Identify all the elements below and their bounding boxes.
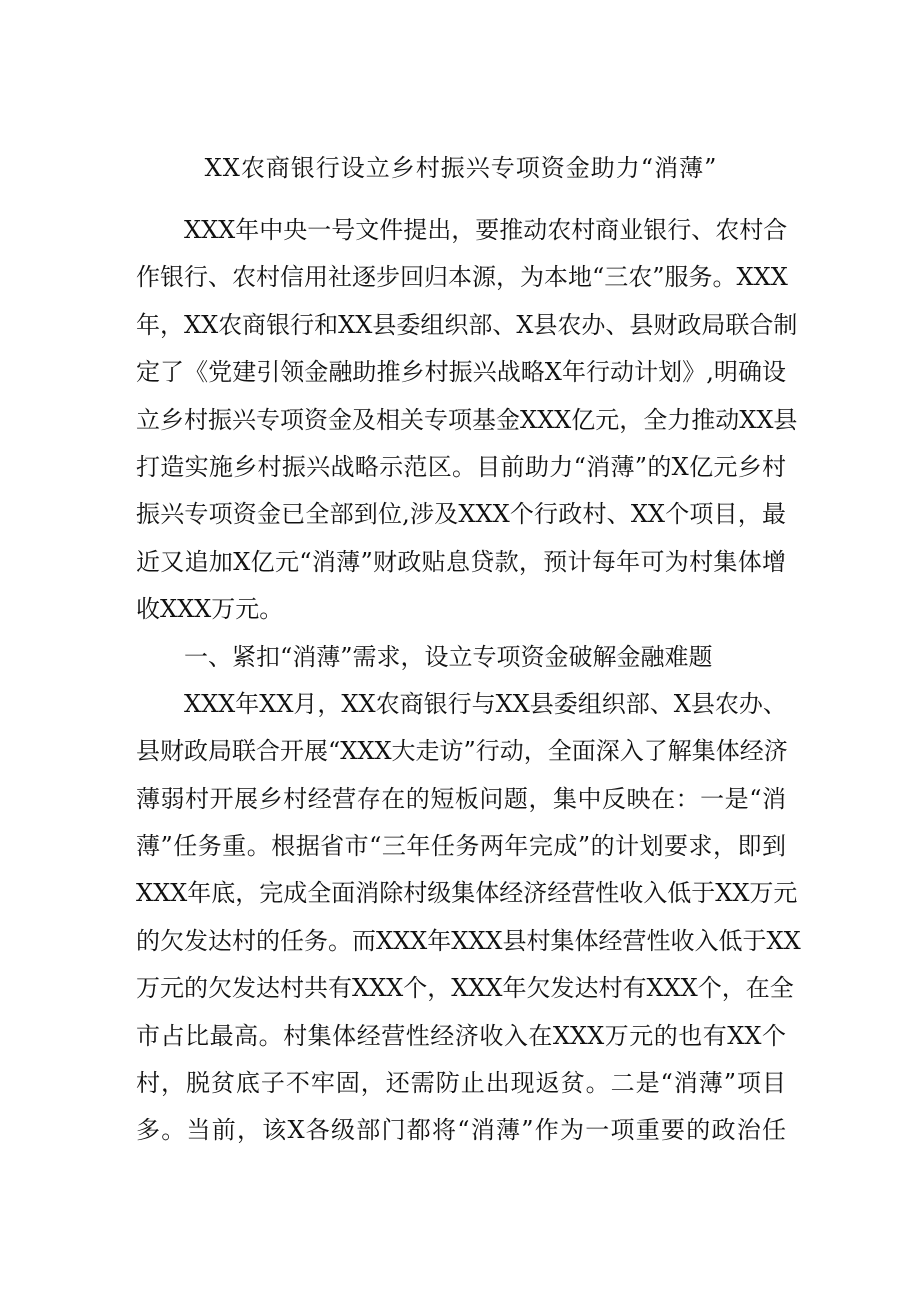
paragraph-line: 县财政局联合开展“XXX大走访”行动，全面深入了解集体经济 xyxy=(136,737,788,766)
paragraph-line: 打造实施乡村振兴战略示范区。目前助力“消薄”的X亿元乡村 xyxy=(136,452,786,481)
paragraph-line: XXX年XX月，XX农商银行与XX县委组织部、X县农办、 xyxy=(184,689,787,718)
paragraph-line: 市占比最高。村集体经营性经济收入在XXX万元的也有XX个 xyxy=(136,1021,786,1050)
paragraph-line: 作银行、农村信用社逐步回归本源，为本地“三农”服务。XXX xyxy=(136,263,788,292)
paragraph-line: XXX年中央一号文件提出，要推动农村商业银行、农村合 xyxy=(184,216,788,244)
paragraph-line: 村，脱贫底子不牢固，还需防止出现返贫。二是“消薄”项目 xyxy=(136,1069,786,1098)
paragraph-line: XXX年底，完成全面消除村级集体经济经营性收入低于XX万元 xyxy=(136,879,798,908)
paragraph-2 xyxy=(136,681,801,1155)
paragraph-line: 万元的欠发达村共有XXX个，XXX年欠发达村有XXX个，在全 xyxy=(136,974,794,1003)
paragraph-line: 多。当前，该X各级部门都将“消薄”作为一项重要的政治任 xyxy=(136,1116,786,1145)
document-body xyxy=(136,207,801,1155)
paragraph-line: 振兴专项资金已全部到位,涉及XXX个行政村、XX个项目，最 xyxy=(136,500,786,529)
paragraph-line: 近又追加X亿元“消薄”财政贴息贷款，预计每年可为村集体增 xyxy=(136,547,786,576)
document-title: XX农商银行设立乡村振兴专项资金助力“消薄” xyxy=(204,154,718,182)
section-heading-1: 一、紧扣“消薄”需求，设立专项资金破解金融难题 xyxy=(184,642,713,671)
paragraph-1 xyxy=(136,207,798,634)
paragraph-line: 薄弱村开展乡村经营存在的短板问题，集中反映在：一是“消 xyxy=(136,784,786,813)
paragraph-line: 定了《党建引领金融助推乡村振兴战略X年行动计划》,明确设 xyxy=(136,358,786,387)
paragraph-line: 立乡村振兴专项资金及相关专项基金XXX亿元，全力推动XX县 xyxy=(136,405,798,434)
paragraph-line: 的欠发达村的任务。而XXX年XXX县村集体经营性收入低于XX xyxy=(136,926,801,955)
paragraph-line: 收XXX万元。 xyxy=(136,595,284,624)
paragraph-line: 薄”任务重。根据省市“三年任务两年完成”的计划要求，即到 xyxy=(136,832,786,861)
paragraph-line: 年，XX农商银行和XX县委组织部、X县农办、县财政局联合制 xyxy=(136,310,798,339)
